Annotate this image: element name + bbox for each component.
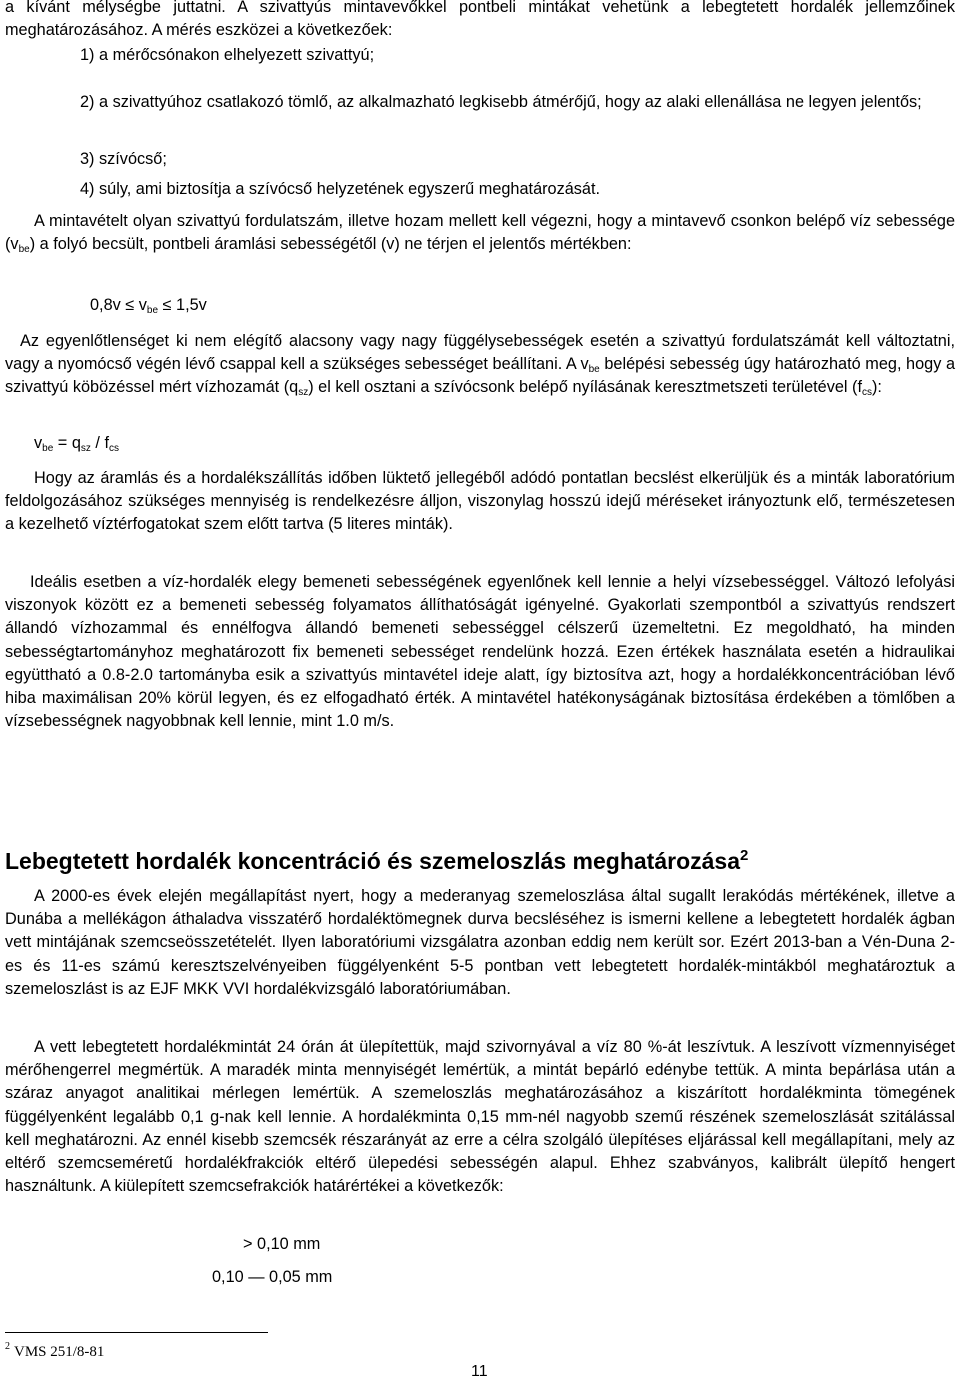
section-heading: Lebegtetett hordalék koncentráció és szemeloszlás meghatározása$^2$	[5, 847, 749, 874]
paragraph-background: A 2000-es évek elején megállapítást nyert, hogy a mederanyag szemeloszlása által sugallt lerakódás mértékének, illetve a Dunába a mellékágon áthaladva visszatérő hordaléktömegnek durva becsléséhez is ismerni kellene a lebegtetett hordalék ágban vett mintájának szemcseösszetételét. Ilyen laboratóriumi vizsgálatra azonban eddig nem került sor. Ezért 2013-ban a Vén-Duna 2-es és 11-es számú keresztszelvényeiben függélyenként 5-5 pontban vett lebegtetett hordalék-mintákból meghatároztuk a szemeloszlást is az EJF MKK VVI hordalékvizsgáló laboratóriumában.	[5, 887, 955, 998]
list-item-2: 2) a szivattyúhoz csatlakozó tömlő, az alkalmazható legkisebb átmérőjű, hogy az alaki ellenállása ne legyen jelentős;	[80, 93, 922, 111]
footnote-divider	[5, 1332, 268, 1333]
paragraph-inlet-velocity: Ideális esetben a víz-hordalék elegy bemeneti sebességének egyenlőnek kell lennie a helyi vízsebességgel. Változó lefolyási viszonyok között ez a bemeneti sebesség folyamatos állíthatóságát igényelné. Gyakorlati szempontból a szivattyús rendszert állandó vízhozammal és ennélfogva állandó bemeneti sebességgel célszerű üzemeltetni. Ez megoldható, ha minden sebességtartományhoz meghatározott fix bemeneti sebességet rendelünk hozzá. Ezen értékek használata esetén a hidraulikai együttható a 0.8-2.0 tartományba esik a szivattyús mintavétel ideje alatt, így biztosítva azt, hogy a hordalékkoncentrációban lévő hiba maximálisan 20% körül legyen, és ez elfogadható érték. A mintavétel hatékonyságának biztosítása érdekében a tömlőben a vízsebességnek nagyobbnak kell lennie, mint 1.0 m/s.	[5, 573, 955, 731]
page-number: 11	[471, 1363, 488, 1380]
formula-inequality: $0,8v \le v_{be} \le 1,5v$	[90, 296, 207, 316]
formula-velocity: $v_{be} = q_{sz} / f_{cs}$	[34, 434, 119, 454]
paragraph-intro: a kívánt mélységbe juttatni. A szivattyús mintavevőkkel pontbeli mintákat vehetünk a lebegtetett hordalék jellemzőinek meghatározásához. A mérés eszközei a következőek:	[5, 0, 955, 40]
paragraph-measurement-duration: Hogy az áramlás és a hordalékszállítás időben lüktető jellegéből adódó pontatlan becslést elkerüljük és a minták laboratórium feldolgozásához szükséges mennyiség is rendelkezésre álljon, viszonylag hosszú idejű méréseket irányoztunk elő, természetesen a kezelhető víztérfogatokat szem előtt tartva (5 literes minták).	[5, 469, 955, 534]
paragraph-sampling-speed: A mintavételt olyan szivattyú fordulatszám, illetve hozam mellett kell végezni, hogy a mintavevő csonkon belépő víz sebessége $(v_{be})$ a folyó becsült, pontbeli áramlási sebességétől (v) ne térjen el jelentős mértékben:	[5, 212, 955, 256]
list-item-4: 4) súly, ami biztosítja a szívócső helyzetének egyszerű meghatározását.	[80, 180, 601, 198]
footnote-reference[interactable]: 2	[740, 847, 749, 864]
fraction-limit-2: 0,10 — 0,05 mm	[212, 1268, 333, 1286]
paragraph-method: A vett lebegtetett hordalékmintát 24 órán át ülepítettük, majd szivornyával a víz 80 %-át leszívtuk. A leszívott vízmennyiséget mérőhengerrel megmértük. A maradék minta mennyiségét lemértük, a mintát bepárló edénybe tettük. A minta bepárlása után a száraz anyagot analitikai mérlegen lemértük. A szemeloszlás meghatározásához a kiszárított hordalékminta tömegének függélyenként legalább 0,1 g-nak kell lennie. A hordalékminta 0,15 mm-nél nagyobb szemű részének szemeloszlását szitálással kell meghatározni. Az ennél kisebb szemcsék részarányát az erre a célra szolgáló ülepítéses eljárással kell megállapítani, mely az eltérő szemcseméretű hordalékfrakciók eltérő ülepedési sebességén alapul. Ehhez szabványos, kalibrált ülepítő hengert használtunk. A kiülepített szemcsefrakciók határértékei a következők:	[5, 1038, 955, 1196]
paragraph-inequality: Az egyenlőtlenséget ki nem elégítő alacsony vagy nagy függélysebességek esetén a szivattyú fordulatszámát kell változtatni, vagy a nyomócső végén lévő csappal kell a szükséges sebességet beállítani. A $v_{be}$ belépési sebesség úgy határozható meg, hogy a szivattyú köbözéssel mért vízhozamát $(q_{sz})$ el kell osztani a szívócsonk belépő nyílásának keresztmetszeti területével $(f_{cs})$:	[5, 332, 956, 399]
list-item-1: 1) a mérőcsónakon elhelyezett szivattyú;	[80, 46, 375, 64]
footnote: $^2$ VMS 251/8-81	[5, 1341, 105, 1360]
list-item-3: 3) szívócső;	[80, 150, 167, 168]
fraction-limit-1: > 0,10 mm	[243, 1235, 321, 1253]
